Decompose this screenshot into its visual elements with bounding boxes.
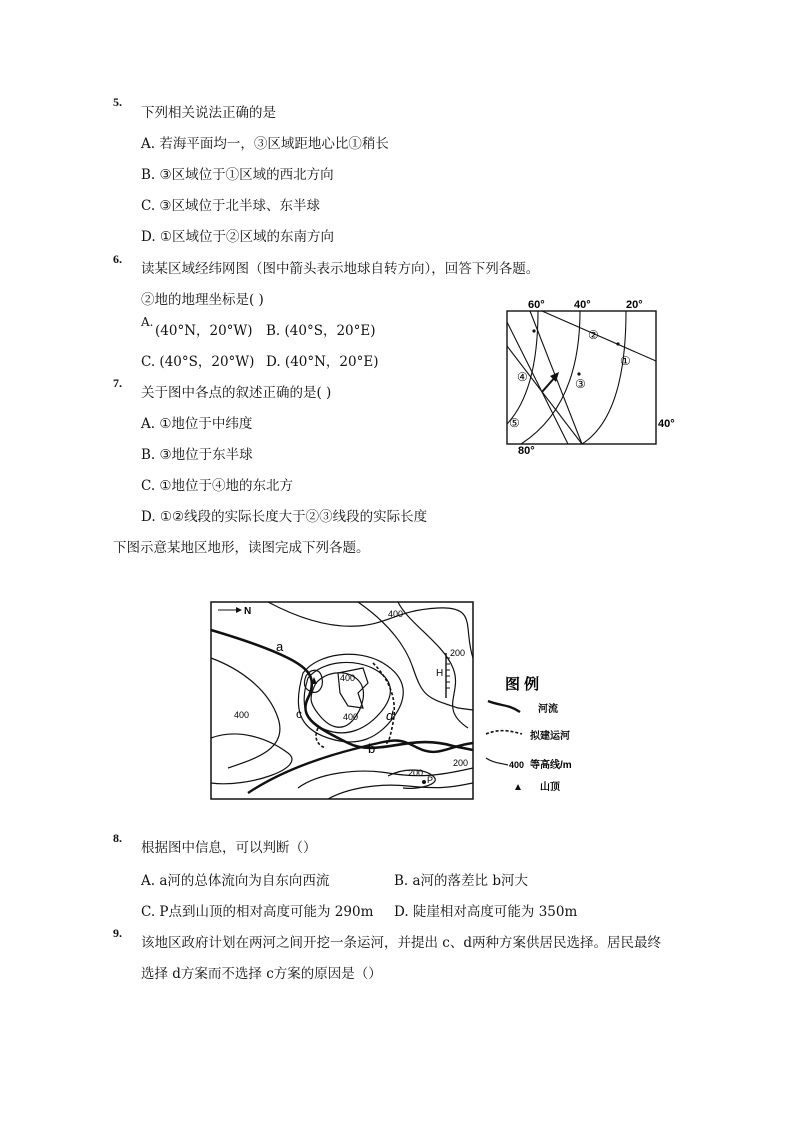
contour-label-400-peak: 400	[340, 673, 356, 683]
question-9-line-2: 选择 d方案而不选择 c方案的原因是（）	[141, 966, 382, 982]
river-b-label: b	[368, 741, 376, 756]
terrain-intro: 下图示意某地区地形，读图完成下列各题。	[113, 540, 370, 556]
question-8-option-b[interactable]: B. a河的落差比 b河大	[394, 873, 528, 889]
question-7-option-b[interactable]: B. ③地位于东半球	[141, 447, 253, 463]
question-8-option-c[interactable]: C. P点到山顶的相对高度可能为 290m	[141, 904, 374, 920]
question-6-option-c[interactable]: C. (40°S，20°W)	[141, 354, 255, 370]
canal-c-label: c	[296, 707, 302, 721]
lon-label-60: 60°	[528, 299, 545, 311]
question-5-stem: 下列相关说法正确的是	[141, 105, 276, 121]
question-6-number: 6.	[113, 252, 122, 266]
legend-contour-sample: 400	[509, 760, 525, 770]
question-9-line-1: 该地区政府计划在两河之间开挖一条运河，并提出 c、d两种方案供居民选择。居民最终	[141, 935, 661, 951]
question-5-option-b[interactable]: B. ③区域位于①区域的西北方向	[141, 167, 334, 183]
question-7-option-a[interactable]: A. ①地位于中纬度	[141, 416, 253, 432]
question-5-option-d[interactable]: D. ①区域位于②区域的东南方向	[141, 229, 335, 245]
point-1: ①	[620, 354, 631, 368]
contour-label-400-left: 400	[234, 710, 250, 720]
question-8-option-d[interactable]: D. 陡崖相对高度可能为 350m	[394, 904, 578, 920]
question-6-option-a-letter[interactable]: A.	[141, 315, 154, 329]
question-9-number: 9.	[113, 926, 122, 940]
north-label: N	[244, 606, 252, 617]
question-7-option-d[interactable]: D. ①②线段的实际长度大于②③线段的实际长度	[141, 509, 428, 525]
question-6-option-b[interactable]: B. (40°S，20°E)	[266, 323, 376, 339]
lon-label-20: 20°	[626, 299, 643, 311]
lon-label-40: 40°	[574, 299, 591, 311]
question-5-number: 5.	[113, 95, 122, 109]
lat-label-80: 80°	[518, 445, 535, 457]
question-6-intro: 读某区域经纬网图（图中箭头表示地球自转方向），回答下列各题。	[141, 261, 540, 277]
point-5: ⑤	[509, 416, 520, 430]
lat-label-40: 40°	[658, 418, 675, 430]
legend-contour: 等高线/m	[530, 760, 572, 771]
contour-label-200-p: 200	[408, 768, 424, 778]
contour-label-200-right: 200	[450, 648, 466, 658]
legend-summit: 山顶	[540, 782, 560, 793]
lat-lon-grid-map	[498, 296, 688, 458]
point-3: ③	[575, 377, 586, 391]
question-7-option-c[interactable]: C. ①地位于④地的东北方	[141, 478, 294, 494]
terrain-contour-map	[208, 598, 593, 804]
point-p-label: P	[427, 775, 434, 785]
question-5-option-a[interactable]: A. 若海平面均一，③区域距地心比①稍长	[141, 136, 389, 152]
point-2: ②	[588, 328, 599, 342]
question-6-option-a[interactable]: (40°N，20°W)	[155, 323, 253, 339]
river-a-label: a	[276, 639, 284, 654]
legend-canal: 拟建运河	[530, 731, 570, 742]
question-7-number: 7.	[113, 376, 122, 390]
legend-river: 河流	[538, 704, 558, 715]
contour-label-200-bottom: 200	[453, 758, 469, 768]
question-6-stem: ②地的地理坐标是( )	[141, 292, 264, 308]
question-8-option-a[interactable]: A. a河的总体流向为自东向西流	[141, 873, 330, 889]
question-8-number: 8.	[113, 831, 122, 845]
cliff-h-label: H	[436, 668, 444, 679]
legend-summit-icon	[515, 784, 521, 790]
map-legend	[486, 675, 572, 793]
question-5-option-c[interactable]: C. ③区域位于北半球、东半球	[141, 198, 321, 214]
point-4: ④	[517, 370, 528, 384]
contour-label-400-inner: 400	[343, 712, 359, 722]
legend-title: 图 例	[505, 676, 540, 693]
question-8-stem: 根据图中信息，可以判断（）	[141, 840, 317, 856]
canal-d-label: d	[386, 708, 394, 723]
question-7-stem: 关于图中各点的叙述正确的是( )	[141, 385, 332, 401]
contour-label-400-top: 400	[388, 609, 404, 619]
question-6-option-d[interactable]: D. (40°N，20°E)	[266, 354, 379, 370]
